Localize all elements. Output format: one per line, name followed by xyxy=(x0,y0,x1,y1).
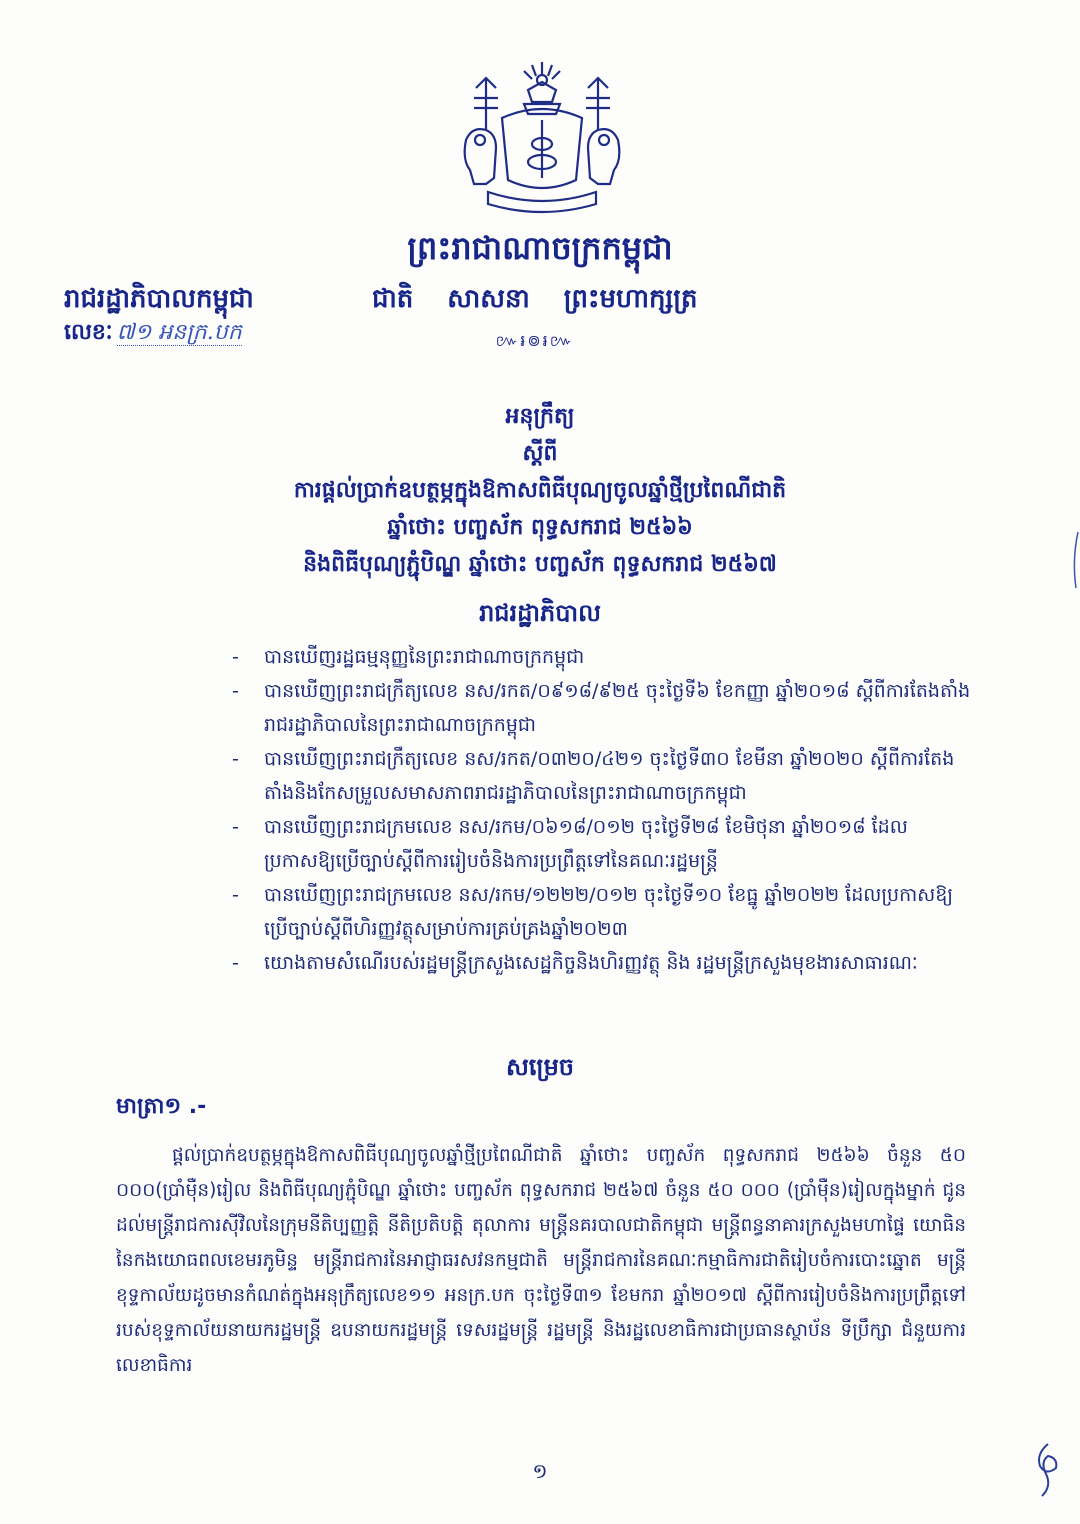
title-line-2: ឆ្នាំថោះ បញ្ចស័ក ពុទ្ធសករាជ ២៥៦៦ xyxy=(387,515,693,540)
article-1-body: ផ្តល់ប្រាក់ឧបត្ថម្ភក្នុងឱកាសពិធីបុណ្យចូលឆ្នាំថ្មីប្រពៃណីជាតិ ឆ្នាំថោះ បញ្ចស័ក ពុទ្ធសករាជ ២៥៦៦ ចំនួន ៥០ ០០០(ប្រាំម៉ឺន)រៀល និងពិធីបុណ្យភ្ជុំបិណ្ឌ ឆ្នាំថោះ បញ្ចស័ក ពុទ្ធសករាជ ២៥៦៧ ចំនួន ៥០ ០០០ (ប្រាំម៉ឺន)រៀលក្នុងម្នាក់ ជូនដល់មន្ត្រីរាជការស៊ីវិលនៃក្រុមនីតិប្បញ្ញត្តិ នីតិប្រតិបត្តិ តុលាការ មន្ត្រីនគរបាលជាតិកម្ពុជា មន្ត្រីពន្ធនាគារក្រសួងមហាផ្ទៃ យោធិននៃកងយោធពលខេមរភូមិន្ទ មន្ត្រីរាជការនៃអាជ្ញាធរសវនកម្មជាតិ មន្ត្រីរាជការនៃគណៈកម្មាធិការជាតិរៀបចំការបោះឆ្នោត មន្ត្រីខុទ្ទកាល័យដូចមានកំណត់ក្នុងអនុក្រឹត្យលេខ១១ អនក្រ.បក ចុះថ្ងៃទី៣១ ខែមករា ឆ្នាំ២០១៧ ស្តីពីការរៀបចំនិងការប្រព្រឹត្តទៅរបស់ខុទ្ទកាល័យនាយករដ្ឋមន្ត្រី ឧបនាយករដ្ឋមន្ត្រី ទេសរដ្ឋមន្ត្រី រដ្ឋមន្ត្រី និងរដ្ឋលេខាធិការជាប្រធានស្ថាប័ន ទីប្រឹក្សា ជំនួយការ លេខាធិការ xyxy=(116,1145,966,1376)
page-number: ១ xyxy=(532,1459,548,1483)
title-line-3: និងពិធីបុណ្យភ្ជុំបិណ្ឌ ឆ្នាំថោះ បញ្ចស័ក ពុទ្ធសករាជ ២៥៦៧ xyxy=(303,552,777,577)
reference-number xyxy=(64,318,242,350)
decision-heading: សម្រេច xyxy=(505,1053,575,1081)
list-item: - យោងតាមសំណើរបស់រដ្ឋមន្ត្រីក្រសួងសេដ្ឋកិច្ចនិងហិរញ្ញវត្ថុ និង រដ្ឋមន្ត្រីក្រសួងមុខងារសាធារណៈ xyxy=(232,946,972,980)
document-type: អនុក្រឹត្យ xyxy=(505,404,575,429)
reference-label: លេខៈ xyxy=(64,320,113,345)
motto-king: ព្រះមហាក្សត្រ xyxy=(563,284,698,314)
royal-coat-of-arms-icon xyxy=(452,60,632,220)
list-item: - បានឃើញព្រះរាជក្រឹត្យលេខ នស/រកត/០៣២០/៤២១ ចុះថ្ងៃទី៣០ ខែមីនា ឆ្នាំ២០២០ ស្តីពីការតែងតាំងនិងកែសម្រួលសមាសភាពរាជរដ្ឋាភិបាលនៃព្រះរាជាណាចក្រកម្ពុជា xyxy=(232,742,972,810)
list-item: - បានឃើញព្រះរាជក្រមលេខ នស/រកម/១២២២/០១២ ចុះថ្ងៃទី១០ ខែធ្នូ ឆ្នាំ២០២២ ដែលប្រកាសឱ្យប្រើច្បាប់ស្តីពីហិរញ្ញវត្ថុសម្រាប់ការគ្រប់គ្រងឆ្នាំ២០២៣ xyxy=(232,878,972,946)
article-1-heading: មាត្រា១ .- xyxy=(116,1094,207,1119)
list-item: - បានឃើញព្រះរាជក្រឹត្យលេខ នស/រកត/០៩១៨/៩២៥ ចុះថ្ងៃទី៦ ខែកញ្ញា ឆ្នាំ២០១៨ ស្តីពីការតែងតាំងរាជរដ្ឋាភិបាលនៃព្រះរាជាណាចក្រកម្ពុជា xyxy=(232,674,972,742)
title-line-1: ការផ្តល់ប្រាក់ឧបត្ថម្ភក្នុងឱកាសពិធីបុណ្យចូលឆ្នាំថ្មីប្រពៃណីជាតិ xyxy=(293,478,787,503)
ornament-divider: ៚៛៙៛៚ xyxy=(495,331,575,350)
list-item: - បានឃើញព្រះរាជក្រមលេខ នស/រកម/០៦១៨/០១២ ចុះថ្ងៃទី២៨ ខែមិថុនា ឆ្នាំ២០១៨ ដែលប្រកាសឱ្យប្រើច្បាប់ស្តីពីការរៀបចំនិងការប្រព្រឹត្តទៅនៃគណៈរដ្ឋមន្ត្រី xyxy=(232,810,972,878)
reference-value: ៧១ អនក្រ.បក xyxy=(116,320,242,345)
government-name: រាជរដ្ឋាភិបាលកម្ពុជា xyxy=(64,284,254,314)
margin-mark-icon xyxy=(1068,530,1080,590)
motto-nation: ជាតិ xyxy=(372,284,414,314)
document-title xyxy=(140,398,940,583)
motto-religion: សាសនា xyxy=(447,284,530,314)
considerations-list xyxy=(232,640,972,980)
national-motto xyxy=(372,282,752,320)
issuer-heading: រាជរដ្ឋាភិបាល xyxy=(479,599,601,627)
list-item: - បានឃើញរដ្ឋធម្មនុញ្ញនៃព្រះរាជាណាចក្រកម្ពុជា xyxy=(232,640,972,674)
handwritten-initials-icon xyxy=(1028,1440,1064,1500)
kingdom-name: ព្រះរាជាណាចក្រកម្ពុជា xyxy=(407,229,673,267)
title-about: ស្តីពី xyxy=(522,441,558,466)
